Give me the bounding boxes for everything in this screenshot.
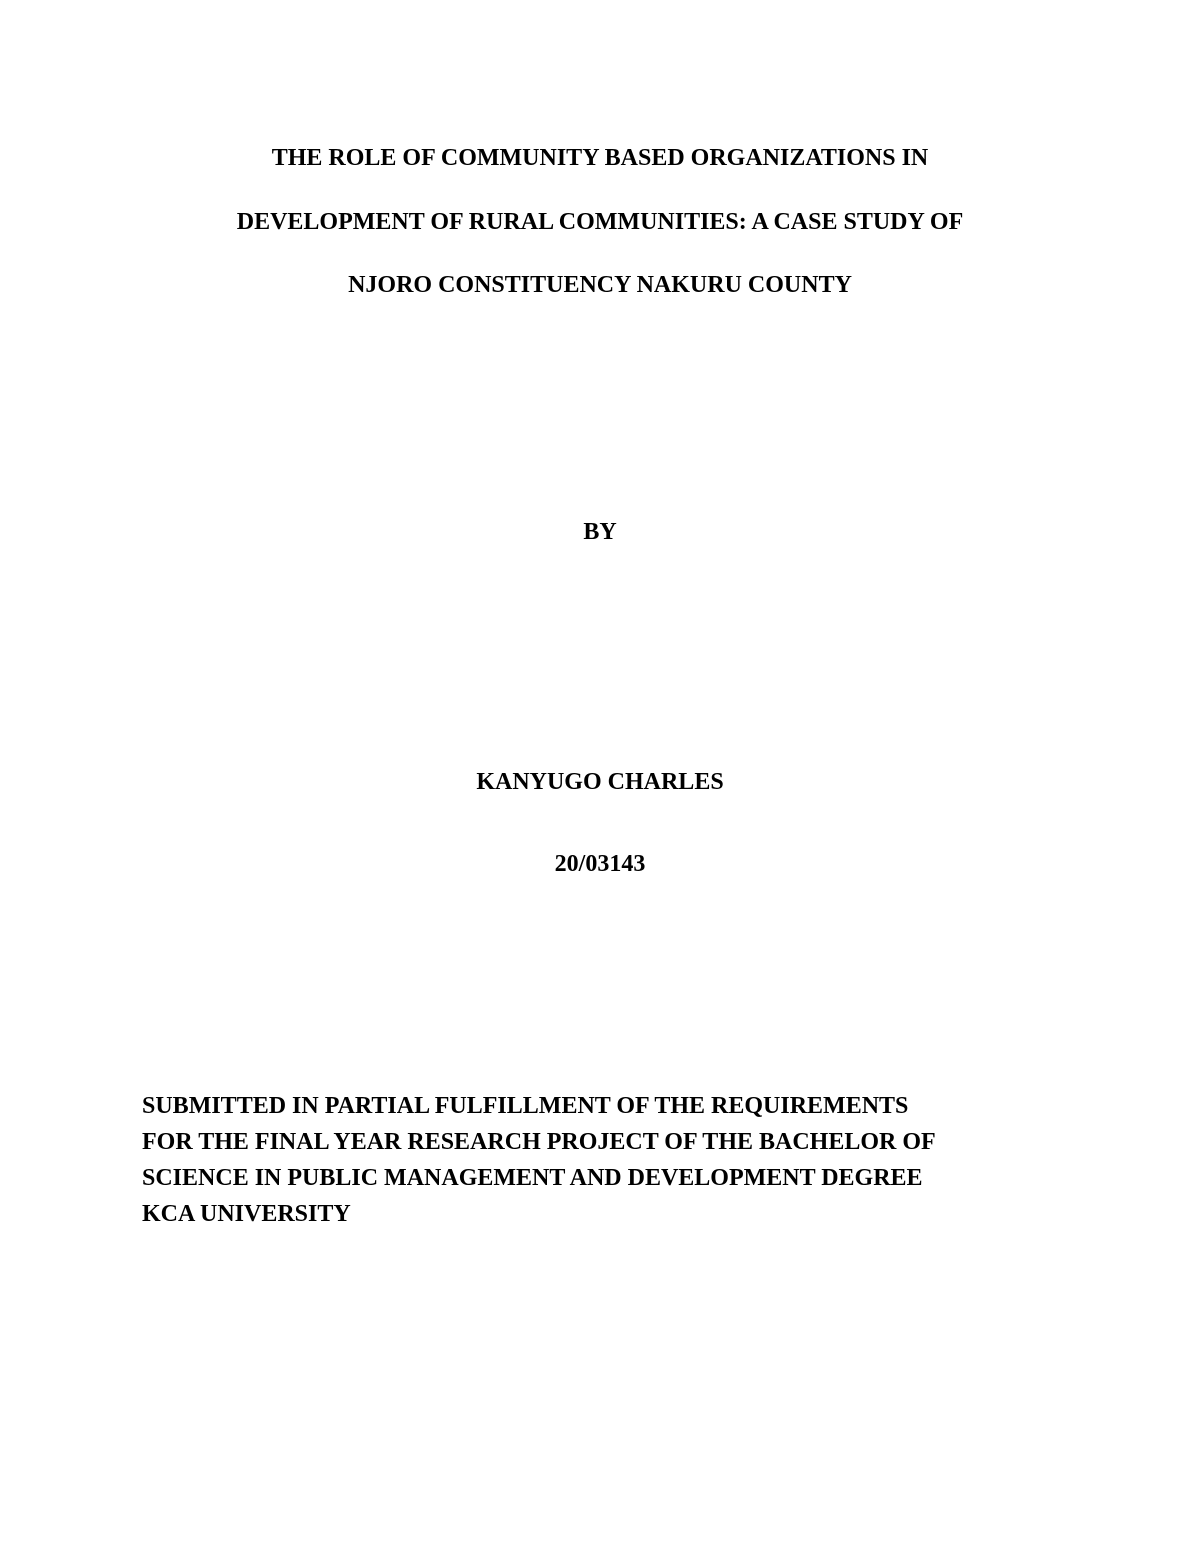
submission-line-3: SCIENCE IN PUBLIC MANAGEMENT AND DEVELOPMENT DEGREE	[142, 1165, 923, 1191]
submission-statement	[142, 1088, 1082, 1232]
submission-line-2: FOR THE FINAL YEAR RESEARCH PROJECT OF THE BACHELOR OF	[142, 1129, 936, 1155]
student-id: 20/03143	[554, 851, 646, 877]
title-line-3: NJORO CONSTITUENCY NAKURU COUNTY	[348, 272, 852, 298]
title-line-1: THE ROLE OF COMMUNITY BASED ORGANIZATIONS IN	[271, 145, 929, 171]
by-label: BY	[583, 519, 617, 545]
submission-line-4: KCA UNIVERSITY	[142, 1201, 351, 1227]
author-name: KANYUGO CHARLES	[476, 769, 724, 795]
title-line-2: DEVELOPMENT OF RURAL COMMUNITIES: A CASE STUDY OF	[236, 209, 964, 235]
submission-line-1: SUBMITTED IN PARTIAL FULFILLMENT OF THE REQUIREMENTS	[142, 1093, 909, 1119]
